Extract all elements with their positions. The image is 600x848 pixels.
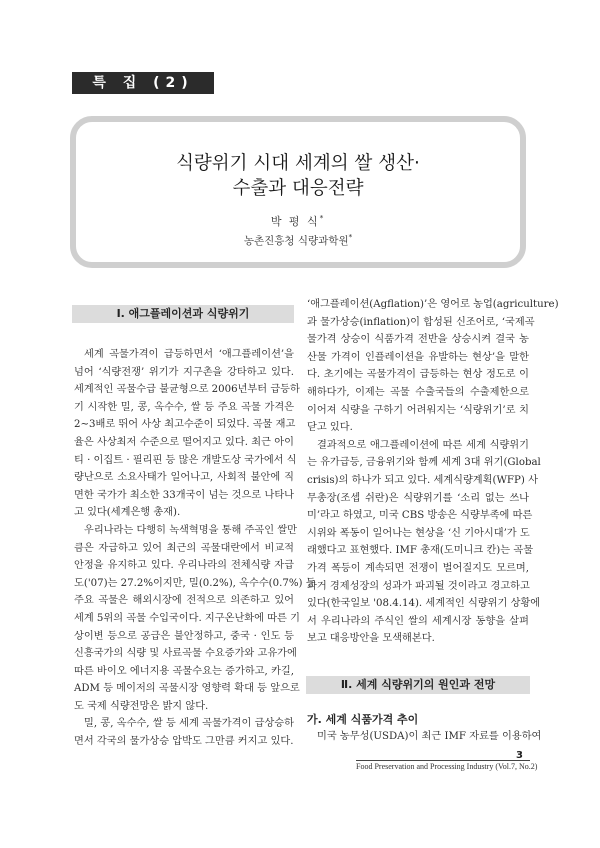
right-column-section-2 xyxy=(307,728,542,746)
text-line: 상이변 등으로 공급은 불안정하고, 중국 · 인도 등 xyxy=(74,630,294,642)
text-line: 닫고 있다. xyxy=(307,422,353,434)
text-line: 면서 각국의 물가상승 압박도 그만큼 커지고 있다. xyxy=(74,736,294,748)
text-line: 이어져 식량을 구하기 어려워지는 ‘식량위기’로 치 xyxy=(307,404,529,416)
journal-footer: Food Preservation and Processing Industry (Vol.7, No.2) xyxy=(356,762,538,771)
text-line: 과거 경제성장의 성과가 파괴될 것이라고 경고하고 xyxy=(307,580,530,592)
text-line: 가격 폭등이 계속되면 전쟁이 벌어질지도 모르며, xyxy=(307,562,529,574)
text-line: 따른 바이오 에너지용 곡물수요는 증가하고, 카길, xyxy=(74,665,294,677)
text-line: ‘애그플레이션(Agflation)’은 영어로 농업(agriculture) xyxy=(307,299,559,310)
text-line: 티 · 이집트 · 필리핀 등 많은 개발도상 국가에서 식 xyxy=(74,454,297,466)
text-line: 량난으로 소요사태가 일어나고, 사회적 불안에 직 xyxy=(74,472,294,484)
text-line: 시위와 폭동이 일어나는 현상을 ‘신 기아시대’가 도 xyxy=(307,527,530,539)
right-column xyxy=(307,296,559,648)
section-2-heading: Ⅱ. 세계 식량위기의 원인과 전망 xyxy=(306,676,530,694)
text-line: 넘어 ‘식량전쟁’ 위기가 지구촌을 강타하고 있다. xyxy=(74,366,294,378)
text-line: 세계 곡물가격이 급등하면서 ‘애그플레이션’을 xyxy=(84,349,294,360)
author-mark: * xyxy=(319,214,326,223)
text-line: 과 물가상승(inflation)이 합성된 신조어로, ‘국제곡 xyxy=(307,316,535,328)
text-line: 물가격 상승이 식품가격 전반을 상승시켜 결국 농 xyxy=(307,334,529,346)
text-line: 2∼3배로 뛰어 사상 최고수준이 되었다. 곡물 재고 xyxy=(74,419,296,431)
author xyxy=(76,213,520,229)
text-line: 는 유가급등, 금융위기와 함께 세계 3대 위기(Global xyxy=(307,457,541,469)
feature-tag: 특 집 (2) xyxy=(72,72,214,94)
text-line: 율은 사상최저 수준으로 떨어지고 있다. 최근 아이 xyxy=(74,436,294,448)
text-line: 보고 대응방안을 모색해본다. xyxy=(307,633,435,645)
left-column xyxy=(74,346,316,751)
text-line: 세계 5위의 곡물 수입국이다. 지구온난화에 따른 기 xyxy=(74,612,300,624)
text-line: 기 시작한 밀, 콩, 옥수수, 쌀 등 주요 곡물 가격은 xyxy=(74,401,294,413)
title-line-1: 식량위기 시대 세계의 쌀 생산· xyxy=(176,153,420,174)
text-line: 면한 국가가 최소한 33개국이 넘는 것으로 나타나 xyxy=(74,489,294,501)
text-line: 미’라고 하였고, 미국 CBS 방송은 식량부족에 따른 xyxy=(307,510,533,522)
text-line: 서 우리나라의 주식인 쌀의 세계시장 동향을 살펴 xyxy=(307,615,529,627)
text-line: 신흥국가의 식량 및 사료곡물 수요증가와 고유가에 xyxy=(74,648,297,660)
text-line: 무총장(조셉 쉬란)은 식량위기를 ‘소리 없는 쓰나 xyxy=(307,492,529,504)
text-line: 래했다고 표현했다. IMF 총재(도미니크 칸)는 곡물 xyxy=(307,545,534,557)
title-box xyxy=(70,116,526,268)
affiliation-name: 농촌진흥청 식량과학원 xyxy=(243,235,349,247)
text-line: 고 있다(세계은행 총재). xyxy=(74,507,181,519)
text-line: 큼은 자급하고 있어 최근의 곡물대란에서 비교적 xyxy=(74,542,294,554)
affiliation xyxy=(76,233,520,248)
text-line: 다. 초기에는 곡물가격이 급등하는 현상 정도로 이 xyxy=(307,369,529,381)
text-line: 세계적인 곡물수급 불균형으로 2006년부터 급등하 xyxy=(74,384,300,396)
text-line: crisis)의 하나가 되고 있다. 세계식량계획(WFP) 사 xyxy=(307,474,538,486)
text-line: 안정을 유지하고 있다. 우리나라의 전체식량 자급 xyxy=(74,560,294,572)
text-line: 미국 농무성(USDA)이 최근 IMF 자료를 이용하여 xyxy=(317,731,542,742)
text-line: 도 국제 식량전망은 밝지 않다. xyxy=(74,700,209,712)
text-line: 결과적으로 애그플레이션에 따른 세계 식량위기 xyxy=(317,439,529,451)
page-number: 3 xyxy=(516,750,523,761)
text-line: ADM 등 메이저의 곡물시장 영향력 확대 등 앞으로 xyxy=(74,683,300,695)
subsection-heading: 가. 세계 식품가격 추이 xyxy=(307,713,419,726)
text-line: 밀, 콩, 옥수수, 쌀 등 세계 곡물가격이 급상승하 xyxy=(84,718,294,730)
author-name: 박 평 식 xyxy=(270,215,320,228)
text-line: 도('07)는 27.2%이지만, 밀(0.2%), 옥수수(0.7%) 등 xyxy=(74,577,316,589)
text-line: 있다(한국일보 '08.4.14). 세계적인 식량위기 상황에 xyxy=(307,598,541,610)
title-line-2: 수출과 대응전략 xyxy=(232,178,364,199)
section-1-heading: Ⅰ. 애그플레이션과 식량위기 xyxy=(72,305,294,323)
text-line: 주요 곡물은 해외시장에 전적으로 의존하고 있어 xyxy=(74,595,294,607)
text-line: 해하다가, 이제는 곡물 수출국들의 수출제한으로 xyxy=(307,386,529,398)
footer-rule xyxy=(356,760,530,761)
text-line: 산물 가격이 인플레이션을 유발하는 현상’을 말한 xyxy=(307,351,529,363)
text-line: 우리나라는 다행히 녹색혁명을 통해 주곡인 쌀만 xyxy=(84,524,298,536)
affiliation-mark: * xyxy=(348,233,353,242)
